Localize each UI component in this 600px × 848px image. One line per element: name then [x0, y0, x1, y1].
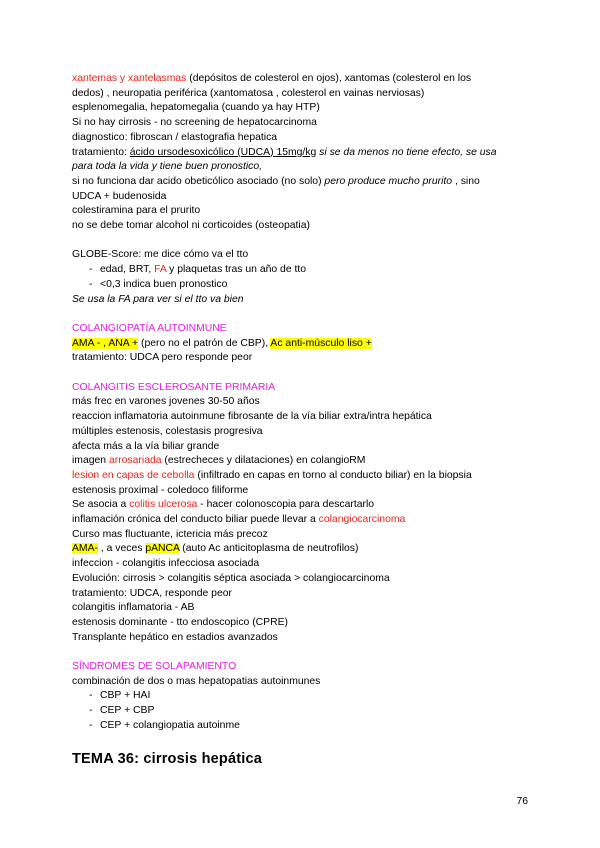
cep-line-6: lesion en capas de cebolla (infiltrado en capas en torno al conducto biliar) en la biopsia — [72, 469, 472, 481]
cep-line-3: múltiples estenosis, colestasis progresiva — [72, 425, 263, 437]
cep-line-12: infeccion - colangitis infecciosa asociada — [72, 558, 260, 570]
cep-line-9: inflamación crónica del conducto biliar puede llevar a colangiocarcinoma — [72, 514, 406, 526]
list-item: - edad, BRT, FA y plaquetas tras un año de tto — [72, 263, 542, 278]
cep-line-10: Curso mas fluctuante, ictericia más precoz — [72, 528, 268, 540]
intro-line-5: diagnostico: fibroscan / elastografia hepatica — [72, 131, 278, 143]
highlighted-text: pANCA — [145, 543, 180, 555]
underlined-drug: ácido ursodesoxicólico (UDCA) 15mg/kg — [129, 146, 317, 158]
intro-line-7: para toda la vida y tiene buen pronostico, — [72, 161, 263, 173]
cep-line-14: tratamiento: UDCA, responde peor — [72, 587, 232, 599]
tema-heading: TEMA 36: cirrosis hepática — [72, 751, 263, 768]
intro-line-9: UDCA + budenosida — [72, 190, 167, 202]
page-content — [72, 72, 542, 767]
cep-line-4: afecta más a la vía biliar grande — [72, 440, 220, 452]
globe-note: Se usa la FA para ver si el tto va bien — [72, 293, 244, 305]
list-item: - <0,3 indica buen pronostico — [72, 278, 542, 293]
section-heading-cep: COLANGITIS ESCLEROSANTE PRIMARIA — [72, 381, 276, 393]
intro-line-4: Si no hay cirrosis - no screening de hepatocarcinoma — [72, 117, 317, 129]
intro-line-1: xantemas y xantelasmas (depósitos de colesterol en ojos), xantomas (colesterol en los — [72, 73, 472, 84]
page-number: 76 — [516, 796, 528, 807]
cai-line-2: tratamiento: UDCA pero responde peor — [72, 352, 253, 364]
intro-line-10: colestiramina para el prurito — [72, 205, 201, 217]
highlighted-text: Ac anti-músculo liso + — [270, 337, 372, 349]
dash-bullet: - — [89, 719, 93, 731]
highlighted-text: AMA - , ANA + — [72, 337, 139, 349]
cep-line-5: imagen arrosariada (estrecheces y dilataciones) en colangioRM — [72, 455, 366, 467]
intro-line-2: dedos) , neuropatia periférica (xantomatosa , colesterol en vainas nerviosas) — [72, 87, 425, 99]
cep-line-11: AMA- , a veces pANCA (auto Ac anticitoplasma de neutrofilos) — [72, 543, 359, 555]
cep-line-1: más frec en varones jovenes 30-50 años — [72, 396, 260, 408]
intro-line-8: si no funciona dar acido obeticólico asociado (no solo) pero produce mucho prurito , sino — [72, 175, 480, 187]
list-item: - CBP + HAI — [72, 689, 542, 704]
dash-bullet: - — [89, 278, 93, 290]
cep-line-7: estenosis proximal - coledoco filiforme — [72, 484, 249, 496]
list-item: - CEP + CBP — [72, 704, 542, 719]
cep-line-15: colangitis inflamatoria - AB — [72, 602, 195, 614]
intro-line-6: tratamiento: ácido ursodesoxicólico (UDCA) 15mg/kg si se da menos no tiene efecto, se usa — [72, 146, 497, 158]
dash-bullet: - — [89, 264, 93, 276]
list-item: - CEP + colangiopatia autoinme — [72, 719, 542, 734]
cep-line-8: Se asocia a colitis ulcerosa - hacer colonoscopia para descartarlo — [72, 499, 375, 511]
section-heading-solapamiento: SÍNDROMES DE SOLAPAMIENTO — [72, 661, 237, 673]
dash-bullet: - — [89, 690, 93, 702]
highlighted-text: AMA- — [72, 543, 98, 555]
red-term: xantemas y xantelasmas — [72, 73, 187, 84]
dash-bullet: - — [89, 705, 93, 717]
cep-line-16: estenosis dominante - tto endoscopico (CPRE) — [72, 616, 289, 628]
intro-line-3: esplenomegalia, hepatomegalia (cuando ya hay HTP) — [72, 102, 320, 114]
section-heading-colangiopatia: COLANGIOPATÍA AUTOINMUNE — [72, 322, 227, 334]
cep-line-2: reaccion inflamatoria autoinmune fibrosante de la vía biliar extra/intra hepática — [72, 411, 432, 423]
intro-line-11: no se debe tomar alcohol ni corticoides (osteopatia) — [72, 220, 310, 232]
cep-line-13: Evolución: cirrosis > colangitis séptica asociada > colangiocarcinoma — [72, 572, 390, 584]
solap-line-1: combinación de dos o mas hepatopatias autoinmunes — [72, 675, 321, 687]
globe-title: GLOBE-Score: me dice cómo va el tto — [72, 249, 249, 261]
cep-line-17: Transplante hepático en estadios avanzados — [72, 631, 278, 643]
cai-line-1: AMA - , ANA + (pero no el patrón de CBP), Ac anti-músculo liso + — [72, 337, 372, 349]
